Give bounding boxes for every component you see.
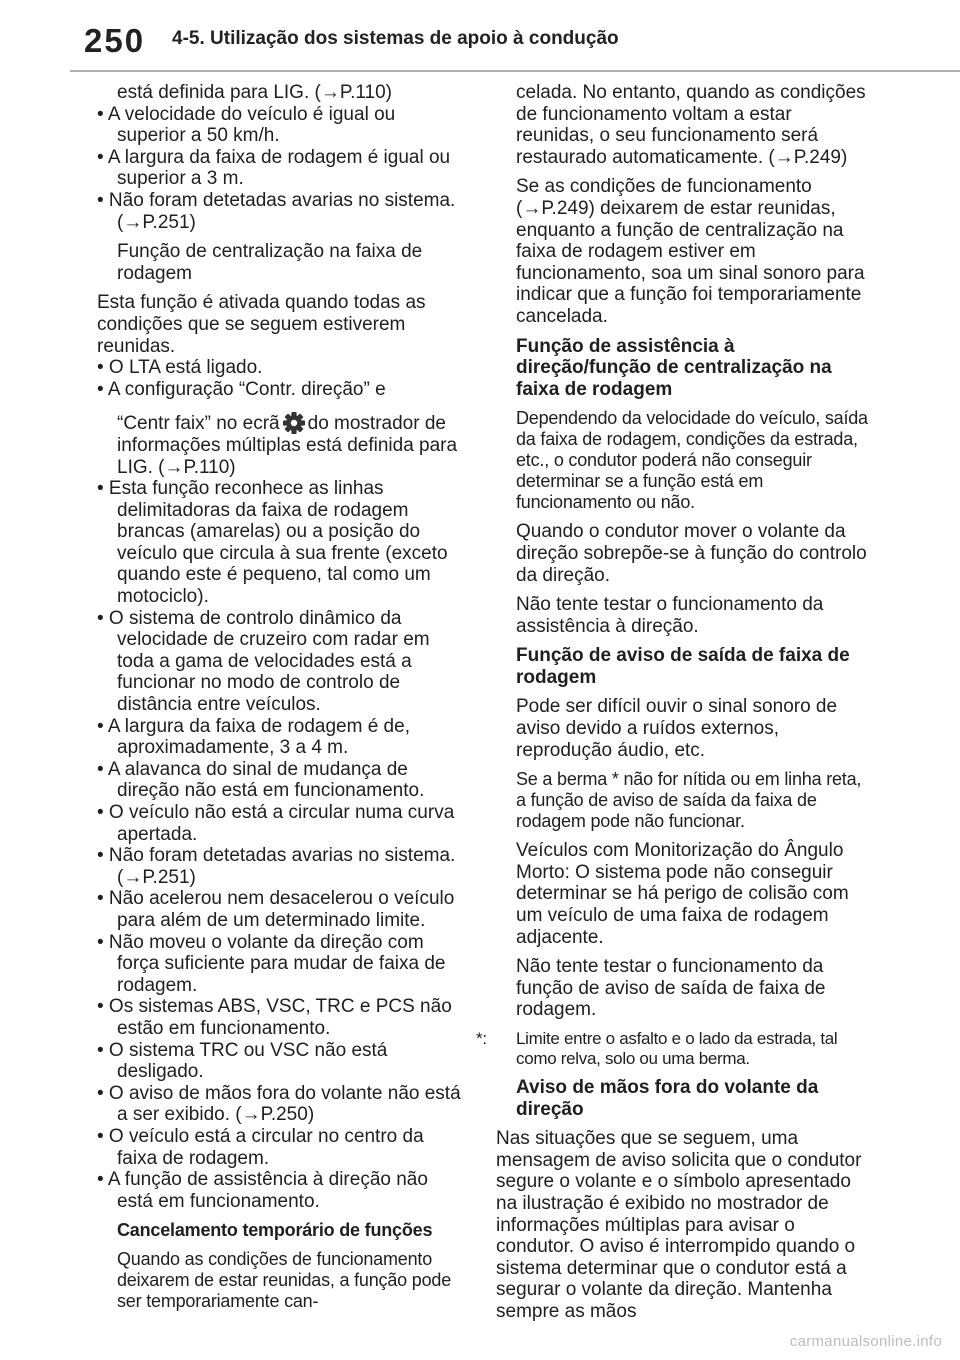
- footnote-text: Limite entre o asfalto e o lado da estrada, tal como relva, solo ou uma berma.: [516, 1029, 838, 1068]
- footnote-mark: *:: [476, 1029, 487, 1048]
- paragraph: Se a berma * não for nítida ou em linha reta, a função de aviso de saída da faixa de rodagem pode não funcionar.: [516, 769, 862, 832]
- continued-text: está definida para LIG. (→P.110): [117, 82, 392, 103]
- bullet-item: • Não foram detetadas avarias no sistema. (→P.251): [97, 845, 456, 888]
- bullet-item: • O aviso de mãos fora do volante não está a ser exibido. (→P.250): [97, 1082, 461, 1126]
- bullet-continuation: [97, 412, 469, 478]
- subheading: Função de centralização na faixa de rodagem: [117, 241, 423, 284]
- bullet-item: • A largura da faixa de rodagem é de, aproximadamente, 3 a 4 m.: [97, 715, 410, 759]
- paragraph: Dependendo da velocidade do veículo, saída da faixa de rodagem, condições da estrada, etc., o condutor poderá não conseguir determinar se a função está em funcionamento ou não.: [516, 408, 868, 513]
- bullet-item: • A velocidade do veículo é igual ou superior a 50 km/h.: [97, 103, 396, 147]
- paragraph: Quando o condutor mover o volante da direção sobrepõe-se à função do controlo da direção.: [516, 521, 867, 586]
- bullet-item: • Esta função reconhece as linhas delimitadoras da faixa de rodagem brancas (amarelas) ou a posição do veículo que circula à sua frente (exceto quando este é pequeno, tal como um motociclo).: [97, 478, 448, 608]
- bullet-item: • A alavanca do sinal de mudança de direção não está em funcionamento.: [97, 758, 425, 802]
- left-column: [97, 82, 469, 1312]
- paragraph: Veículos com Monitorização do Ângulo Morto: O sistema pode não conseguir determinar se há perigo de colisão com um veículo de uma faixa de rodagem adjacente.: [516, 840, 849, 948]
- bullet-item: • Não foram detetadas avarias no sistema. (→P.251): [97, 189, 456, 233]
- bullet-item: • O veículo está a circular no centro da faixa de rodagem.: [97, 1125, 424, 1169]
- watermark: carmanualsonline.info: [789, 1333, 942, 1350]
- gear-text-after: do mostrador de informações múltiplas está definida para LIG. (→P.110): [117, 413, 458, 478]
- subheading: Cancelamento temporário de funções: [117, 1220, 433, 1241]
- bullet-item: • O LTA está ligado.: [97, 357, 263, 379]
- bullet-item: • O sistema TRC ou VSC não está desligado.: [97, 1039, 388, 1083]
- gear-icon: [283, 412, 305, 434]
- paragraph: Nas situações que se seguem, uma mensagem de aviso solicita que o condutor segure o volante e o símbolo apresentado na ilustração é exibido no mostrador de informações múltiplas para avisar o condutor. O aviso é interrompido quando o sistema determinar que o condutor está a segurar o volante da direção. Mantenha sempre as mãos: [496, 1128, 862, 1322]
- right-column: [476, 82, 868, 1323]
- page-number: 250: [84, 22, 146, 59]
- header-rule: [70, 70, 960, 72]
- paragraph: Pode ser difícil ouvir o sinal sonoro de aviso devido a ruídos externos, reprodução áudio, etc.: [516, 696, 838, 761]
- paragraph: Se as condições de funcionamento (→P.249) deixarem de estar reunidas, enquanto a função de centralização na faixa de rodagem estiver em funcionamento, soa um sinal sonoro para indicar que a função foi temporariamente cancelada.: [516, 176, 865, 327]
- bullet-item: • A largura da faixa de rodagem é igual ou superior a 3 m.: [97, 146, 451, 190]
- bullet-item: • Não acelerou nem desacelerou o veículo para além de um determinado limite.: [97, 888, 455, 931]
- bullet-item: • Os sistemas ABS, VSC, TRC e PCS não estão em funcionamento.: [97, 996, 452, 1039]
- paragraph: Não tente testar o funcionamento da função de aviso de saída de faixa de rodagem.: [516, 956, 826, 1021]
- page-header: [0, 0, 960, 84]
- paragraph: Não tente testar o funcionamento da assistência à direção.: [516, 594, 824, 637]
- subheading: Função de assistência à direção/função de centralização na faixa de rodagem: [516, 335, 832, 400]
- footnote: [476, 1029, 868, 1069]
- bullet-item: • O veículo não está a circular numa curva apertada.: [97, 802, 455, 845]
- bullet-item: • A configuração “Contr. direção” e: [97, 378, 386, 400]
- paragraph: Quando as condições de funcionamento deixarem de estar reunidas, a função pode ser temporariamente can-: [117, 1249, 452, 1312]
- bullet-item: • Não moveu o volante da direção com força suficiente para mudar de faixa de rodagem.: [97, 931, 446, 996]
- subheading: Aviso de mãos fora do volante da direção: [516, 1077, 819, 1120]
- paragraph: celada. No entanto, quando as condições de funcionamento voltam a estar reunidas, o seu funcionamento será restaurado automaticamente. (→P.249): [516, 82, 866, 168]
- bullet-item: • O sistema de controlo dinâmico da velocidade de cruzeiro com radar em toda a gama de velocidades está a funcionar no modo de controlo de distância entre veículos.: [97, 607, 430, 716]
- gear-text-before: “Centr faix” no ecrã: [117, 413, 280, 435]
- subheading: Função de aviso de saída de faixa de rodagem: [516, 645, 850, 688]
- section-title: 4-5. Utilização dos sistemas de apoio à condução: [172, 28, 619, 49]
- bullet-item: • A função de assistência à direção não está em funcionamento.: [97, 1169, 428, 1212]
- paragraph: Esta função é ativada quando todas as condições que se seguem estiverem reunidas.: [97, 292, 426, 357]
